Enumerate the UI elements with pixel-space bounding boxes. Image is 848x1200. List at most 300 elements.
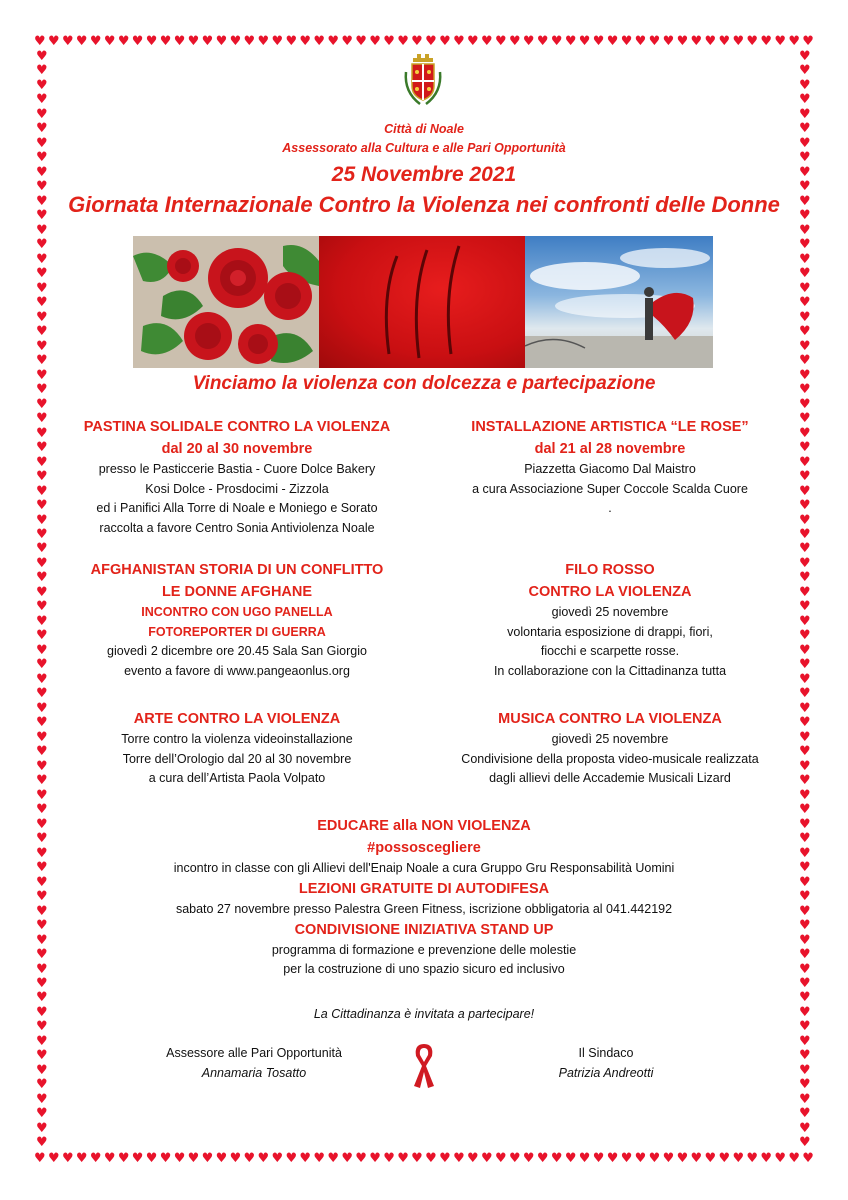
heart-icon: ♥	[36, 1033, 48, 1049]
heart-icon: ♥	[718, 34, 731, 49]
educare-text: incontro in classe con gli Allievi dell'Enaip Noale a cura Gruppo Gru Responsabilità Uomini	[173, 861, 675, 875]
event-title: FILO ROSSO	[565, 562, 655, 578]
heart-icon: ♥	[36, 164, 48, 180]
heart-icon: ♥	[732, 34, 745, 49]
heart-icon: ♥	[799, 816, 811, 832]
heart-icon: ♥	[36, 135, 48, 151]
heart-icon: ♥	[508, 1151, 521, 1166]
signature-name: Patrizia Andreotti	[558, 1066, 654, 1080]
heart-icon: ♥	[36, 744, 48, 760]
heart-icon: ♥	[494, 34, 507, 49]
heart-icon: ♥	[36, 92, 48, 108]
heart-icon: ♥	[36, 251, 48, 267]
heart-icon: ♥	[229, 1151, 242, 1166]
heart-icon: ♥	[36, 324, 48, 340]
heart-icon: ♥	[36, 396, 48, 412]
heart-icon: ♥	[36, 1106, 48, 1122]
autodifesa-title: LEZIONI GRATUITE DI AUTODIFESA	[298, 881, 550, 897]
city-name: Città di Noale	[384, 122, 464, 136]
heart-icon: ♥	[634, 34, 647, 49]
heart-icon: ♥	[481, 34, 493, 49]
heart-icon: ♥	[36, 526, 48, 542]
event-title: MUSICA CONTRO LA VIOLENZA	[498, 711, 722, 727]
heart-icon: ♥	[799, 1062, 811, 1078]
heart-icon: ♥	[799, 1135, 811, 1151]
heart-icon: ♥	[36, 976, 48, 991]
signature-role: Il Sindaco	[578, 1046, 634, 1060]
heart-icon: ♥	[36, 77, 48, 93]
heart-icon: ♥	[732, 1151, 745, 1166]
heart-icon: ♥	[173, 34, 186, 49]
event-line: giovedì 25 novembre	[551, 732, 669, 746]
heart-icon: ♥	[271, 1151, 284, 1166]
heart-icon: ♥	[36, 498, 48, 514]
heart-icon: ♥	[36, 425, 48, 441]
heart-icon: ♥	[799, 787, 811, 803]
heart-icon: ♥	[799, 700, 811, 716]
standup-line: programma di formazione e prevenzione delle molestie	[271, 943, 577, 957]
heart-icon: ♥	[799, 831, 811, 847]
heart-icon: ♥	[36, 555, 48, 571]
heart-icon: ♥	[746, 1151, 759, 1166]
crochet-roses-image	[133, 236, 319, 368]
event-line: Piazzetta Giacomo Dal Maistro	[524, 462, 696, 476]
heart-icon: ♥	[799, 570, 811, 586]
event-line: fiocchi e scarpette rosse.	[540, 644, 680, 658]
heart-icon: ♥	[103, 34, 116, 49]
heart-icon: ♥	[89, 34, 102, 49]
heart-icon: ♥	[257, 1151, 270, 1166]
heart-icon: ♥	[799, 555, 811, 571]
heart-icon: ♥	[131, 1151, 144, 1166]
heart-icon: ♥	[634, 1151, 647, 1166]
event-line: evento a favore di www.pangeaonlus.org	[124, 663, 350, 678]
heart-icon: ♥	[550, 1151, 563, 1166]
heart-icon: ♥	[676, 1151, 689, 1166]
heart-icon: ♥	[36, 686, 48, 702]
heart-icon: ♥	[201, 34, 214, 49]
heart-icon: ♥	[36, 179, 48, 195]
heart-icon: ♥	[313, 34, 326, 49]
heart-icon: ♥	[36, 715, 48, 731]
heart-icon: ♥	[774, 1151, 786, 1166]
heart-icon: ♥	[799, 1004, 811, 1020]
event-line: giovedì 2 dicembre ore 20.45 Sala San Giorgio	[107, 644, 367, 658]
heart-icon: ♥	[36, 700, 48, 716]
event-line: a cura Associazione Super Coccole Scalda Cuore	[472, 481, 748, 496]
heart-icon: ♥	[36, 1062, 48, 1078]
heart-icon: ♥	[799, 208, 811, 224]
heart-icon: ♥	[327, 1151, 339, 1166]
heart-icon: ♥	[648, 34, 661, 49]
heart-icon: ♥	[36, 483, 48, 499]
heart-icon: ♥	[522, 1151, 535, 1166]
heart-icon: ♥	[47, 34, 60, 49]
red-ribbon-icon	[410, 1040, 438, 1090]
heart-icon: ♥	[36, 382, 48, 398]
heart-icon: ♥	[425, 1151, 437, 1166]
heart-icon: ♥	[799, 744, 811, 760]
event-subtitle: CONTRO LA VIOLENZA	[528, 584, 692, 600]
heart-icon: ♥	[592, 1151, 605, 1166]
heart-icon: ♥	[799, 193, 811, 209]
heart-icon: ♥	[799, 860, 811, 876]
heart-icon: ♥	[799, 309, 811, 325]
heart-icon: ♥	[799, 802, 811, 818]
heart-icon: ♥	[799, 498, 811, 514]
heart-icon: ♥	[36, 49, 48, 64]
heart-icon: ♥	[439, 1151, 451, 1166]
heart-icon: ♥	[799, 613, 811, 629]
heart-icon: ♥	[799, 671, 811, 687]
heart-icon: ♥	[36, 309, 48, 325]
heart-icon: ♥	[397, 34, 409, 49]
heart-icon: ♥	[299, 1151, 312, 1166]
heart-icon: ♥	[799, 425, 811, 441]
heart-icon: ♥	[215, 34, 228, 49]
event-dates: dal 20 al 30 novembre	[161, 441, 313, 457]
heart-icon: ♥	[799, 469, 811, 485]
heart-icon: ♥	[592, 34, 605, 49]
heart-icon: ♥	[36, 512, 48, 528]
invite-text: La Cittadinanza è invitata a partecipare!	[313, 1007, 535, 1021]
heart-icon: ♥	[34, 34, 46, 49]
heart-icon: ♥	[89, 1151, 102, 1166]
heart-icon: ♥	[606, 1151, 619, 1166]
heart-icon: ♥	[36, 657, 48, 673]
heart-icon: ♥	[36, 918, 48, 934]
heart-icon: ♥	[799, 715, 811, 731]
heart-icon: ♥	[467, 1151, 479, 1166]
heart-icon: ♥	[578, 1151, 591, 1166]
heart-icon: ♥	[36, 338, 48, 354]
heart-icon: ♥	[159, 1151, 172, 1166]
heart-icon: ♥	[799, 77, 811, 93]
heart-icon: ♥	[550, 34, 563, 49]
heart-icon: ♥	[145, 1151, 158, 1166]
heart-icon: ♥	[799, 657, 811, 673]
heart-icon: ♥	[36, 570, 48, 586]
heart-icon: ♥	[799, 889, 811, 905]
heart-icon: ♥	[36, 411, 48, 427]
heart-icon: ♥	[481, 1151, 493, 1166]
heart-icon: ♥	[746, 34, 759, 49]
signature-name: Annamaria Tosatto	[201, 1066, 307, 1080]
heart-border-bottom	[34, 1152, 814, 1165]
heart-icon: ♥	[36, 266, 48, 282]
heart-icon: ♥	[369, 34, 381, 49]
heart-icon: ♥	[799, 1106, 811, 1122]
heart-icon: ♥	[75, 1151, 88, 1166]
heart-icon: ♥	[36, 280, 48, 296]
heart-icon: ♥	[799, 729, 811, 745]
heart-icon: ♥	[117, 1151, 130, 1166]
educare-title: EDUCARE alla NON VIOLENZA	[317, 818, 531, 834]
heart-icon: ♥	[61, 1151, 74, 1166]
heart-icon: ♥	[799, 1091, 811, 1107]
heart-icon: ♥	[799, 454, 811, 470]
heart-icon: ♥	[788, 1151, 800, 1166]
bottom-events	[0, 815, 848, 979]
event-rose	[425, 416, 795, 519]
heart-icon: ♥	[704, 1151, 717, 1166]
signature-right	[456, 1043, 756, 1083]
heart-icon: ♥	[36, 193, 48, 209]
heart-icon: ♥	[799, 947, 811, 963]
heart-icon: ♥	[36, 1019, 48, 1035]
heart-icon: ♥	[799, 512, 811, 528]
heart-icon: ♥	[36, 121, 48, 137]
event-line: raccolta a favore Centro Sonia Antiviolenza Noale	[99, 520, 375, 535]
heart-icon: ♥	[36, 947, 48, 963]
heart-icon: ♥	[36, 932, 48, 948]
event-line: Condivisione della proposta video-musicale realizzata	[461, 751, 759, 766]
heart-icon: ♥	[799, 845, 811, 861]
heart-icon: ♥	[285, 1151, 298, 1166]
heart-icon: ♥	[411, 1151, 423, 1166]
heart-icon: ♥	[36, 440, 48, 456]
heart-icon: ♥	[453, 1151, 465, 1166]
heart-icon: ♥	[799, 338, 811, 354]
heart-icon: ♥	[36, 613, 48, 629]
signature-role: Assessore alle Pari Opportunità	[166, 1046, 342, 1060]
event-arte	[52, 708, 422, 789]
heart-icon: ♥	[799, 411, 811, 427]
heart-icon: ♥	[257, 34, 270, 49]
heart-icon: ♥	[799, 976, 811, 991]
heart-icon: ♥	[606, 34, 619, 49]
event-line: giovedì 25 novembre	[551, 605, 669, 619]
heart-icon: ♥	[718, 1151, 731, 1166]
heart-icon: ♥	[243, 34, 256, 49]
heart-icon: ♥	[799, 121, 811, 137]
heart-icon: ♥	[36, 874, 48, 890]
heart-icon: ♥	[690, 1151, 703, 1166]
heart-icon: ♥	[36, 831, 48, 847]
heart-icon: ♥	[799, 599, 811, 615]
event-line: volontaria esposizione di drappi, fiori,	[507, 624, 713, 639]
heart-icon: ♥	[36, 150, 48, 166]
heart-icon: ♥	[799, 1048, 811, 1064]
heart-icon: ♥	[145, 34, 158, 49]
heart-icon: ♥	[799, 179, 811, 195]
event-date: 25 Novembre 2021	[331, 163, 517, 186]
heart-icon: ♥	[799, 135, 811, 151]
heart-icon: ♥	[494, 1151, 507, 1166]
heart-icon: ♥	[564, 34, 577, 49]
heart-icon: ♥	[36, 584, 48, 600]
slogan: Vinciamo la violenza con dolcezza e partecipazione	[192, 373, 656, 394]
heart-icon: ♥	[799, 382, 811, 398]
heart-icon: ♥	[36, 961, 48, 977]
autodifesa-text: sabato 27 novembre presso Palestra Green Fitness, iscrizione obbligatoria al 041.442192	[175, 902, 673, 916]
heart-icon: ♥	[799, 92, 811, 108]
heart-icon: ♥	[799, 353, 811, 369]
heart-icon: ♥	[411, 34, 423, 49]
heart-icon: ♥	[799, 1019, 811, 1035]
standup-line: per la costruzione di uno spazio sicuro ed inclusivo	[283, 962, 565, 976]
heart-icon: ♥	[799, 918, 811, 934]
heart-icon: ♥	[799, 642, 811, 658]
heart-icon: ♥	[799, 324, 811, 340]
heart-icon: ♥	[61, 34, 74, 49]
heart-icon: ♥	[799, 367, 811, 383]
heart-icon: ♥	[578, 34, 591, 49]
heart-icon: ♥	[690, 34, 703, 49]
heart-icon: ♥	[341, 1151, 353, 1166]
heart-icon: ♥	[36, 628, 48, 644]
event-line: a cura dell’Artista Paola Volpato	[148, 771, 326, 785]
heart-icon: ♥	[799, 526, 811, 542]
event-title: PASTINA SOLIDALE CONTRO LA VIOLENZA	[83, 419, 391, 435]
event-line: .	[608, 501, 612, 515]
heart-icon: ♥	[799, 106, 811, 122]
heart-icon: ♥	[36, 889, 48, 905]
heart-icon: ♥	[802, 34, 814, 49]
heart-icon: ♥	[799, 1077, 811, 1093]
heart-icon: ♥	[36, 469, 48, 485]
heart-icon: ♥	[36, 758, 48, 774]
event-afghanistan	[52, 559, 422, 681]
event-dates: dal 21 al 28 novembre	[534, 441, 686, 457]
event-speaker-role: FOTOREPORTER DI GUERRA	[148, 624, 326, 639]
heart-icon: ♥	[774, 34, 786, 49]
heart-icon: ♥	[34, 1151, 46, 1166]
heart-icon: ♥	[187, 34, 200, 49]
heart-icon: ♥	[802, 1151, 814, 1166]
heart-icon: ♥	[369, 1151, 381, 1166]
heart-icon: ♥	[453, 34, 465, 49]
heart-icon: ♥	[36, 237, 48, 253]
heart-border-top	[34, 35, 814, 48]
heart-icon: ♥	[187, 1151, 200, 1166]
heart-icon: ♥	[36, 729, 48, 745]
heart-icon: ♥	[36, 1091, 48, 1107]
heart-icon: ♥	[508, 34, 521, 49]
heart-icon: ♥	[36, 1004, 48, 1020]
heart-icon: ♥	[704, 34, 717, 49]
heart-icon: ♥	[760, 1151, 773, 1166]
heart-icon: ♥	[36, 295, 48, 311]
heart-icon: ♥	[36, 208, 48, 224]
heart-icon: ♥	[799, 874, 811, 890]
heart-icon: ♥	[313, 1151, 326, 1166]
city-crest-icon	[400, 52, 446, 108]
heart-icon: ♥	[799, 251, 811, 267]
heart-icon: ♥	[620, 34, 633, 49]
heart-icon: ♥	[799, 295, 811, 311]
heart-icon: ♥	[799, 483, 811, 499]
department-name: Assessorato alla Cultura e alle Pari Opportunità	[282, 141, 566, 155]
heart-icon: ♥	[36, 353, 48, 369]
heart-icon: ♥	[799, 396, 811, 412]
heart-icon: ♥	[536, 1151, 549, 1166]
heart-icon: ♥	[662, 34, 675, 49]
heart-icon: ♥	[799, 150, 811, 166]
heart-icon: ♥	[564, 1151, 577, 1166]
heart-icon: ♥	[383, 1151, 395, 1166]
signature-left	[104, 1043, 404, 1083]
heart-icon: ♥	[36, 106, 48, 122]
event-musica	[425, 708, 795, 789]
heart-icon: ♥	[229, 34, 242, 49]
event-line: presso le Pasticcerie Bastia - Cuore Dolce Bakery	[98, 462, 376, 476]
heart-icon: ♥	[36, 222, 48, 238]
heart-icon: ♥	[36, 454, 48, 470]
heart-icon: ♥	[799, 63, 811, 79]
heart-icon: ♥	[36, 671, 48, 687]
heart-icon: ♥	[215, 1151, 228, 1166]
heart-icon: ♥	[36, 845, 48, 861]
heart-icon: ♥	[799, 541, 811, 557]
heart-icon: ♥	[799, 961, 811, 977]
heart-icon: ♥	[36, 367, 48, 383]
heart-icon: ♥	[36, 1077, 48, 1093]
event-line: ed i Panifici Alla Torre di Noale e Moniego e Sorato	[96, 501, 378, 515]
heart-icon: ♥	[620, 1151, 633, 1166]
heart-icon: ♥	[799, 773, 811, 789]
heart-icon: ♥	[648, 1151, 661, 1166]
heart-icon: ♥	[355, 1151, 367, 1166]
heart-icon: ♥	[103, 1151, 116, 1166]
event-pastina	[52, 416, 422, 538]
heart-icon: ♥	[47, 1151, 60, 1166]
heart-icon: ♥	[131, 34, 144, 49]
heart-icon: ♥	[36, 802, 48, 818]
heart-icon: ♥	[522, 34, 535, 49]
heart-icon: ♥	[36, 1135, 48, 1151]
event-title: AFGHANISTAN STORIA DI UN CONFLITTO	[90, 562, 384, 578]
heart-icon: ♥	[36, 1048, 48, 1064]
heart-icon: ♥	[536, 34, 549, 49]
heart-icon: ♥	[75, 34, 88, 49]
heart-icon: ♥	[117, 34, 130, 49]
event-line: dagli allievi delle Accademie Musicali Lizard	[489, 771, 731, 785]
heart-icon: ♥	[36, 599, 48, 615]
heart-icon: ♥	[676, 34, 689, 49]
heart-icon: ♥	[173, 1151, 186, 1166]
page-title: Giornata Internazionale Contro la Violenza nei confronti delle Donne	[68, 192, 780, 217]
heart-icon: ♥	[327, 34, 339, 49]
heart-icon: ♥	[799, 1120, 811, 1136]
heart-icon: ♥	[36, 787, 48, 803]
heart-icon: ♥	[36, 773, 48, 789]
heart-icon: ♥	[439, 34, 451, 49]
heart-icon: ♥	[799, 440, 811, 456]
event-speaker: INCONTRO CON UGO PANELLA	[141, 605, 333, 619]
heart-icon: ♥	[383, 34, 395, 49]
heart-icon: ♥	[799, 990, 811, 1006]
heart-icon: ♥	[299, 34, 312, 49]
heart-icon: ♥	[36, 1120, 48, 1136]
heart-icon: ♥	[341, 34, 353, 49]
heart-icon: ♥	[799, 1033, 811, 1049]
sky-figure-image	[525, 236, 713, 368]
heart-icon: ♥	[201, 1151, 214, 1166]
heart-icon: ♥	[799, 584, 811, 600]
heart-icon: ♥	[788, 34, 800, 49]
event-subtitle: LE DONNE AFGHANE	[161, 584, 313, 600]
heart-icon: ♥	[799, 903, 811, 919]
red-canvas-cuts-image	[319, 236, 525, 368]
heart-icon: ♥	[760, 34, 773, 49]
heart-icon: ♥	[355, 34, 367, 49]
heart-icon: ♥	[425, 34, 437, 49]
heart-icon: ♥	[662, 1151, 675, 1166]
heart-icon: ♥	[36, 903, 48, 919]
event-line: Torre dell’Orologio dal 20 al 30 novembre	[122, 751, 352, 766]
heart-icon: ♥	[36, 816, 48, 832]
